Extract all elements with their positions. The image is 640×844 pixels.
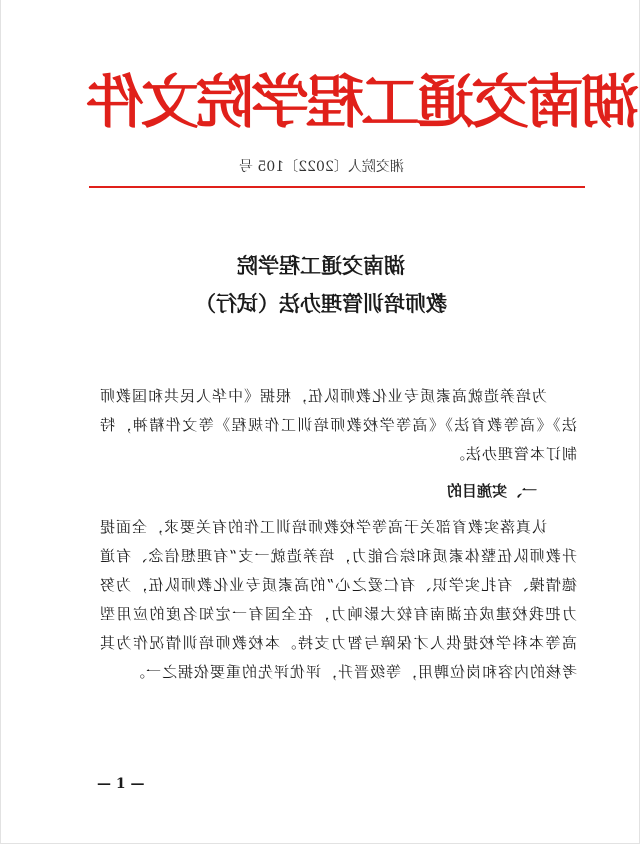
page-number: — 1 — [97,776,145,792]
section-heading [99,480,577,501]
document-title-line1 [151,250,491,280]
section-paragraph: 认真落实教育部关于高等学校教师培训工作的有关要求，全面提升教师队伍整体素质和综合能力，培养造就一支“有理想信念、有道德情操、有扎实学识、有仁爱之心”的高素质专业化教师队伍，为努力把我校建成在湖南有较大影响力，在全国有一定知名度的应用型高等本科学校提供人才保障与智力支持。本校教师培训情况作为其考核的内容和岗位聘用，等级晋升，评优评先的重要依据之一。 [98,518,577,681]
document-number-text: 湘交院人〔2022〕105 号 [238,159,404,175]
title-line2-text: 教师培训管理办法（试行） [195,292,447,316]
masthead-title [89,62,640,142]
section-heading-text: 一、实施目的 [446,482,537,500]
red-divider [89,186,585,188]
title-line1-text: 湖南交通工程学院 [237,254,405,278]
intro-paragraph: 为培养造就高素质专业化教师队伍，根据《中华人民共和国教师法》《高等教育法》《高等学校教师培训工作规程》等文件精神，特制订本管理办法。 [98,387,577,463]
document-number [201,156,441,176]
document-title-line2 [151,288,491,318]
masthead-text: 湖南交通工程学院文件 [89,68,640,136]
